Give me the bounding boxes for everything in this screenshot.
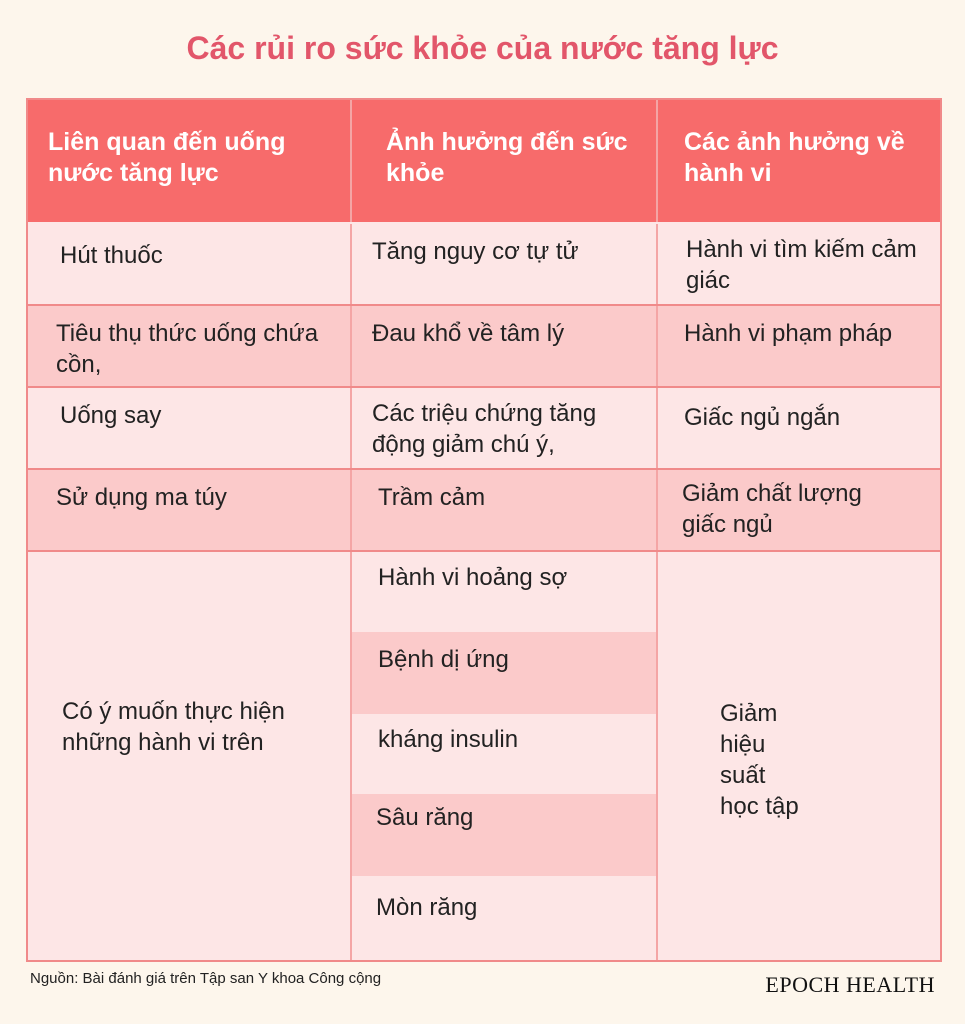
table-cell: Tăng nguy cơ tự tử [352, 224, 656, 304]
health-risks-table [28, 100, 940, 960]
column-divider [350, 100, 352, 960]
table-cell: Giảm chất lượng giấc ngủ [658, 470, 940, 550]
table-cell: Hành vi phạm pháp [658, 306, 940, 386]
header-cell-behavior: Các ảnh hưởng về hành vi [658, 100, 940, 222]
table-cell: Hành vi tìm kiếm cảm giác [658, 224, 940, 304]
header-cell-health: Ảnh hưởng đến sức khỏe [352, 100, 656, 222]
table-cell: Sử dụng ma túy [28, 470, 350, 550]
merged-cell-right: Giảm hiệu suất học tập [658, 552, 940, 960]
row-divider [28, 304, 940, 306]
list-item: Mòn răng [352, 876, 656, 960]
list-item: kháng insulin [352, 714, 656, 794]
list-item: Bệnh dị ứng [352, 632, 656, 714]
row-divider [28, 468, 940, 470]
brand-logo: EPOCH HEALTH [765, 972, 935, 997]
list-item: Sâu răng [352, 794, 656, 876]
table-cell: Giấc ngủ ngắn [658, 388, 940, 468]
table-cell: Tiêu thụ thức uống chứa cồn, [28, 306, 350, 386]
header-cell-related: Liên quan đến uống nước tăng lực [28, 100, 350, 222]
table-cell: Các triệu chứng tăng động giảm chú ý, [352, 388, 656, 468]
row-divider [28, 222, 940, 224]
table-cell: Hút thuốc [28, 224, 350, 304]
page-title: Các rủi ro sức khỏe của nước tăng lực [186, 30, 779, 66]
source-note: Nguồn: Bài đánh giá trên Tập san Y khoa Công cộng [30, 970, 382, 987]
table-cell: Đau khổ về tâm lý [352, 306, 656, 386]
row-divider [28, 386, 940, 388]
table-cell: Trầm cảm [352, 470, 656, 550]
merged-cell-left: Có ý muốn thực hiện những hành vi trên [28, 552, 350, 960]
list-item: Hành vi hoảng sợ [352, 552, 656, 632]
table-cell: Uống say [28, 388, 350, 468]
row-divider [28, 550, 940, 552]
column-divider [656, 100, 658, 960]
